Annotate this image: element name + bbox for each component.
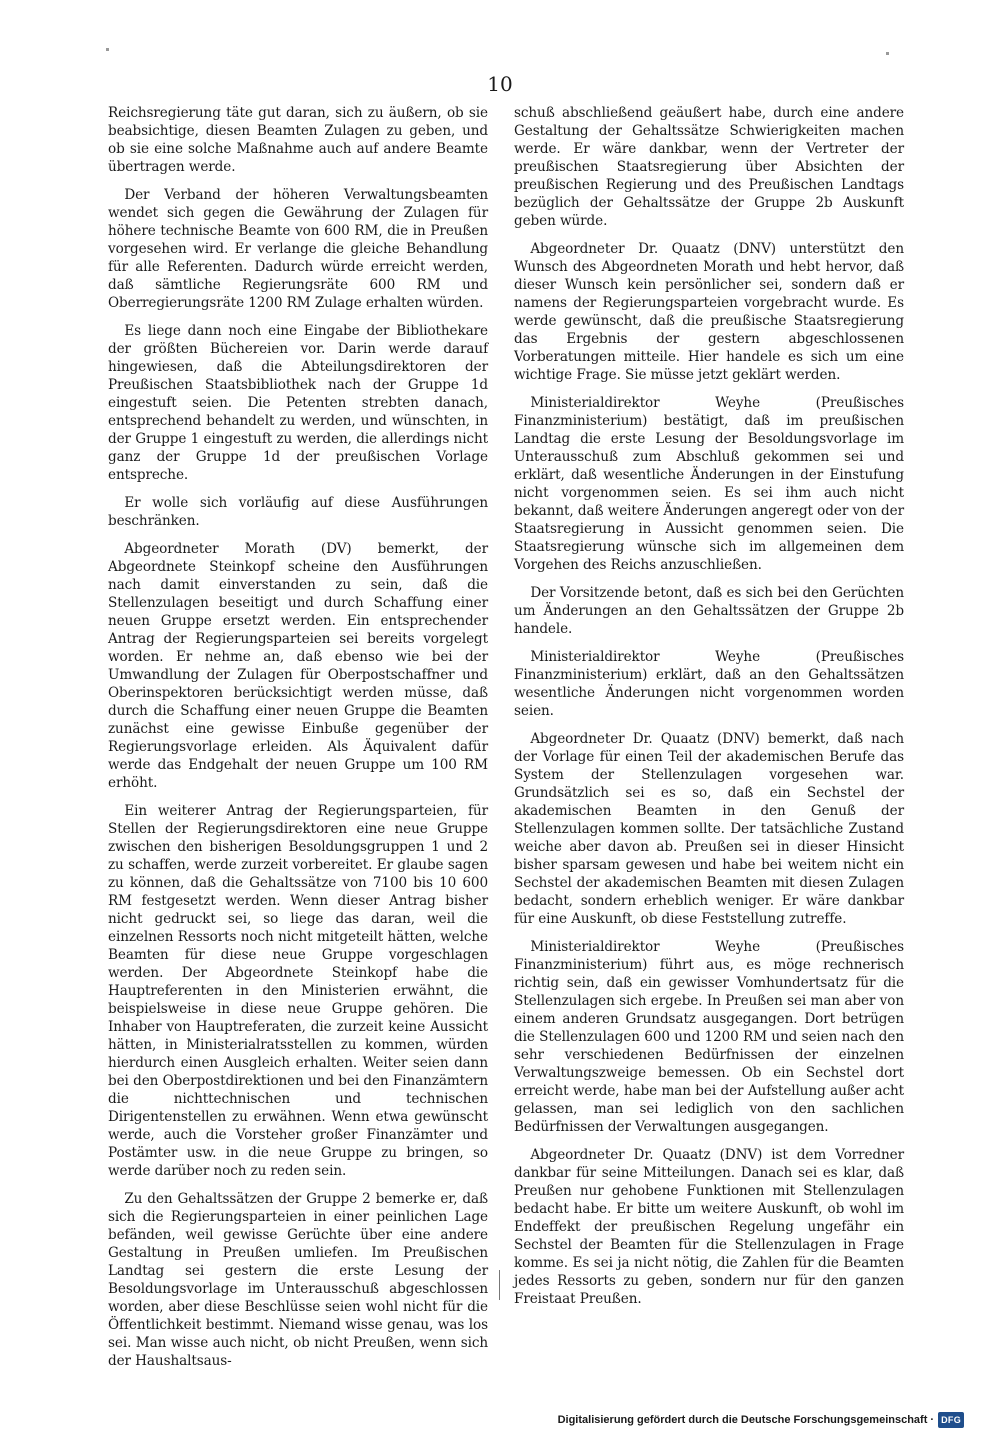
paragraph: Der Verband der höheren Verwaltungsbeamten wendet sich gegen die Gewährung der Zulagen für höhere technische Beamte von 600 RM, die in Preußen vorgesehen wird. Er verlange die gleiche Behandlung für alle Referenten. Dadurch würde erreicht werden, daß sämtliche Regierungsräte 600 RM und Oberregierungsräte 1200 RM Zulage erhalten würden. bbox=[108, 187, 488, 311]
dfg-logo-icon: DFG bbox=[938, 1412, 964, 1428]
paragraph: Ministerialdirektor Weyhe (Preußisches Finanzministerium) erklärt, daß an den Gehaltssätzen wesentliche Änderungen nicht vorgenommen worden seien. bbox=[514, 649, 904, 719]
paragraph: Der Vorsitzende betont, daß es sich bei den Gerüchten um Änderungen an den Gehaltssätzen der Gruppe 2b handele. bbox=[514, 585, 904, 637]
paragraph: Ministerialdirektor Weyhe (Preußisches Finanzministerium) bestätigt, daß im preußischen Landtag die erste Lesung der Besoldungsvorlage im Unterausschuß zum Abschluß gekommen sei und erklärt, daß wesentliche Änderungen in der Einstufung nicht vorgenommen seien. Es sei ihm auch nicht bekannt, daß weitere Änderungen angeregt oder von der Staatsregierung in Aussicht genommen seien. Die Staatsregierung wünsche sich im allgemeinen dem Vorgehen des Reichs anzuschließen. bbox=[514, 395, 904, 573]
paragraph: Ministerialdirektor Weyhe (Preußisches Finanzministerium) führt aus, es möge rechnerisch richtig sein, daß ein gewisser Vomhundertsatz für die Stellenzulagen sich ergebe. In Preußen sei man aber von einem anderen Grundsatz ausgegangen. Dort betrügen die Stellenzulagen 600 und 1200 RM und seien nach den sehr verschiedenen Bedürfnissen der einzelnen Verwaltungszweige bemessen. Ob ein Sechstel dort erreicht werde, habe man bei der Aufstellung außer acht gelassen, man sei lediglich von den sachlichen Bedürfnissen der Verwaltungen ausgegangen. bbox=[514, 939, 904, 1135]
paragraph: Er wolle sich vorläufig auf diese Ausführungen beschränken. bbox=[108, 495, 488, 529]
paragraph: Es liege dann noch eine Eingabe der Bibliothekare der größten Büchereien vor. Darin werde darauf hingewiesen, daß die Abteilungsdirektoren der Preußischen Staatsbibliothek nach der Gruppe 1d eingestuft seien. Die Petenten strebten danach, entsprechend behandelt zu werden, und wünschten, in der Gruppe 1 eingestuft zu werden, die allerdings nicht ganz der Gruppe 1d der preußischen Vorlage entspreche. bbox=[108, 323, 488, 483]
paragraph: Zu den Gehaltssätzen der Gruppe 2 bemerke er, daß sich die Regierungsparteien in einer peinlichen Lage befänden, weil gewisse Gerüchte über eine andere Gestaltung in Preußen umliefen. Im Preußischen Landtag sei gestern die erste Lesung der Besoldungsvorlage im Unterausschuß abgeschlossen worden, aber diese Beschlüsse seien wohl nicht für die Öffentlichkeit bestimmt. Niemand wisse genau, was los sei. Man wisse auch nicht, ob nicht Preußen, wenn sich der Haushaltsaus- bbox=[108, 1191, 488, 1369]
paragraph: Abgeordneter Dr. Quaatz (DNV) bemerkt, daß nach der Vorlage für einen Teil der akademischen Berufe das System der Stellenzulagen vorgesehen war. Grundsätzlich sei es so, daß ein Sechstel der akademischen Beamten in den Genuß der Stellenzulagen kommen sollte. Der tatsächliche Zustand weiche aber davon ab. Preußen sei in dieser Hinsicht bisher sparsam gewesen und habe bei weitem nicht ein Sechstel der akademischen Beamten mit diesen Zulagen bedacht, sondern erheblich weniger. Er wäre dankbar für eine Auskunft, ob diese Feststellung zutreffe. bbox=[514, 731, 904, 927]
page-number: 10 bbox=[487, 72, 513, 96]
paragraph: Ein weiterer Antrag der Regierungsparteien, für Stellen der Regierungsdirektoren eine neue Gruppe zwischen den bisherigen Besoldungsgruppen 1 und 2 zu schaffen, werde zurzeit vorbereitet. Er glaube sagen zu können, daß die Gehaltssätze von 7100 bis 10 600 RM festgesetzt werden. Wenn dieser Antrag bisher nicht gedruckt sei, so liege das daran, weil die einzelnen Ressorts noch nicht mitgeteilt hätten, welche Beamten für diese neue Gruppe vorgeschlagen werden. Der Abgeordnete Steinkopf habe die Hauptreferenten in den Ministerien erwähnt, die beispielsweise in diese neue Gruppe gehören. Die Inhaber von Hauptreferaten, die zurzeit keine Aussicht hätten, in Ministerialratsstellen zu kommen, würden hierdurch einen Ausgleich erhalten. Weiter seien dann bei den Oberpostdirektionen und bei den Finanzämtern die nichttechnischen und technischen Dirigentenstellen zu erwähnen. Wenn etwa gewünscht werde, auch die Vorsteher großer Finanzämter und Postämter usw. in die neue Gruppe zu bringen, so werde darüber noch zu reden sein. bbox=[108, 803, 488, 1179]
paragraph: Abgeordneter Morath (DV) bemerkt, der Abgeordnete Steinkopf scheine den Ausführungen nach damit einverstanden zu sein, daß die Stellenzulagen beseitigt und durch Schaffung einer neuen Gruppe ersetzt werden. Ein entsprechender Antrag der Regierungsparteien sei bereits vorgelegt worden. Er nehme an, daß ebenso wie bei der Umwandlung der Zulagen für Oberpostschaffner und Oberinspektoren berücksichtigt werden müsse, daß durch die Schaffung einer neuen Gruppe die Beamten zunächst eine gewisse Einbuße gegenüber der Regierungsvorlage erleiden. Als Äquivalent dafür werde das Endgehalt der neuen Gruppe um 100 RM erhöht. bbox=[108, 541, 488, 791]
scan-mark bbox=[886, 52, 889, 55]
footer bbox=[558, 1412, 964, 1428]
column-divider bbox=[499, 1270, 500, 1300]
left-column bbox=[108, 104, 488, 1380]
footer-credit: Digitalisierung gefördert durch die Deutsche Forschungsgemeinschaft · bbox=[557, 1414, 935, 1426]
scan-mark bbox=[106, 48, 109, 51]
paragraph: Abgeordneter Dr. Quaatz (DNV) unterstützt den Wunsch des Abgeordneten Morath und hebt hervor, daß dieser Wunsch kein persönlicher sei, sondern daß er namens der Regierungsparteien vorgebracht wurde. Es werde gewünscht, daß die preußische Staatsregierung das Ergebnis der gestern abgeschlossenen Vorberatungen mitteile. Hier handele es sich um eine wichtige Frage. Sie müsse jetzt geklärt werden. bbox=[514, 241, 904, 383]
paragraph: Reichsregierung täte gut daran, sich zu äußern, ob sie beabsichtige, diesen Beamten Zulagen zu geben, und ob sie eine solche Maßnahme auch auf andere Beamte übertragen werde. bbox=[108, 105, 488, 175]
paragraph: schuß abschließend geäußert habe, durch eine andere Gestaltung der Gehaltssätze Schwierigkeiten machen werde. Er wäre dankbar, wenn der Vertreter der preußischen Staatsregierung über Absichten der preußischen Regierung und des Preußischen Landtags bezüglich der Gehaltssätze der Gruppe 2b Auskunft geben würde. bbox=[514, 105, 904, 229]
right-column bbox=[514, 104, 904, 1318]
paragraph: Abgeordneter Dr. Quaatz (DNV) ist dem Vorredner dankbar für seine Mitteilungen. Danach sei es klar, daß Preußen nur gehobene Funktionen mit Stellenzulagen bedacht habe. Er bitte um weitere Auskunft, ob wohl im Endeffekt der preußischen Regelung ungefähr ein Sechstel der Beamten für die Stellenzulagen in Frage komme. Es sei ja nicht nötig, die Zahlen für die Beamten jedes Ressorts zu geben, sondern nur für den ganzen Freistaat Preußen. bbox=[514, 1147, 904, 1307]
